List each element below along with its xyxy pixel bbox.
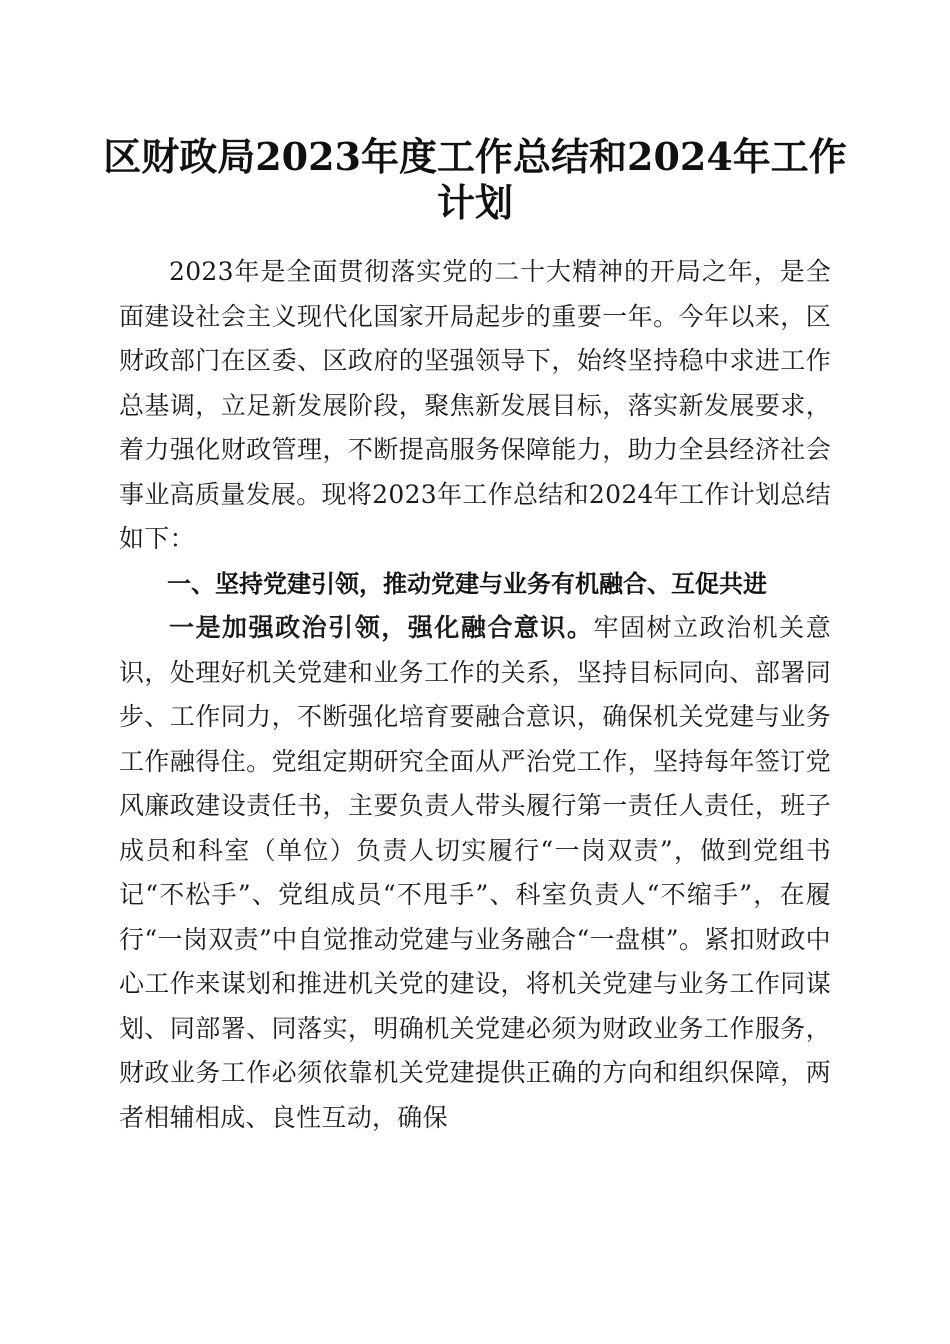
section-1-paragraph: [119, 606, 831, 1140]
section-heading-1: 一、坚持党建引领，推动党建与业务有机融合、互促共进: [167, 569, 767, 598]
section-1-body: 牢固树立政治机关意识，处理好机关党建和业务工作的关系，坚持目标同向、部署同步、工作同力，不断强化培育要融合意识，确保机关党建与业务工作融得住。党组定期研究全面从严治党工作，坚持每年签订党风廉政建设责任书，主要负责人带头履行第一责任人责任，班子成员和科室（单位）负责人切实履行“一岗双责”，做到党组书记“不松手”、党组成员“不甩手”、科室负责人“不缩手”，在履行“一岗双责”中自觉推动党建与业务融合“一盘棋”。紧扣财政中心工作来谋划和推进机关党的建设，将机关党建与业务工作同谋划、同部署、同落实，明确机关党建必须为财政业务工作服务，财政业务工作必须依靠机关党建提供正确的方向和组织保障，两者相辅相成、良性互动，确保: [119, 613, 831, 1132]
intro-paragraph: 2023年是全面贯彻落实党的二十大精神的开局之年，是全面建设社会主义现代化国家开局起步的重要一年。今年以来，区财政部门在区委、区政府的坚强领导下，始终坚持稳中求进工作总基调，立足新发展阶段，聚焦新发展目标，落实新发展要求，着力强化财政管理，不断提高服务保障能力，助力全县经济社会事业高质量发展。现将2023年工作总结和2024年工作计划总结如下：: [119, 257, 831, 553]
section-1-lead: 一是加强政治引领，强化融合意识。: [169, 613, 594, 642]
document-title: 区财政局2023年度工作总结和2024年工作计划: [103, 134, 847, 225]
document-body: [119, 250, 831, 1140]
